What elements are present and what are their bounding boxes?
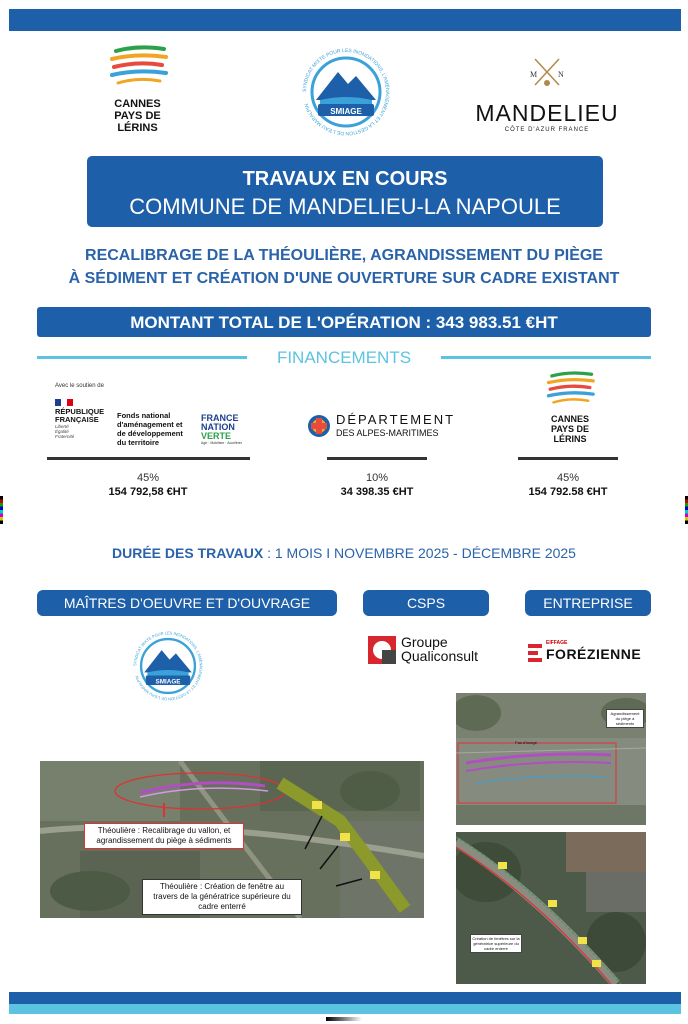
mandelieu-letter-n: N [558, 70, 564, 79]
smiage2-name: SMIAGE [155, 678, 181, 686]
dept-value: 34 398.35 €HT [340, 486, 414, 498]
forezienne-logo [528, 640, 648, 666]
state-funding-logo [55, 383, 250, 453]
fnv-line3: VERTE [201, 431, 232, 441]
fonds-line4: du territoire [117, 438, 160, 447]
subtitle-line1: RECALIBRAGE DE LA THÉOULIÈRE, AGRANDISSEMENT DU PIÈGE [85, 247, 603, 264]
duree-travaux [30, 545, 658, 561]
republique-line1: RÉPUBLIQUE [55, 407, 105, 416]
print-grey-scale [326, 1017, 362, 1021]
state-underline [47, 457, 250, 460]
financements-divider-left [37, 356, 247, 359]
mandelieu-letter-m: M [530, 70, 538, 79]
smiage-ring-text: SYNDICAT MIXTE POUR LES INONDATIONS, L'AMÉNAGEMENT ET LA GESTION DE L'EAU MARALPIN [301, 47, 391, 137]
csps-pill: CSPS [363, 590, 489, 616]
forez-name: FORÉZIENNE [546, 646, 642, 662]
french-flag-icon [55, 399, 73, 406]
dept-line1: DÉPARTEMENT [336, 412, 456, 427]
top-banner-bar [9, 9, 681, 31]
qualiconsult-logo [368, 634, 488, 666]
fonds-line3: de développement [117, 429, 183, 438]
waves-icon [108, 45, 168, 91]
top-map-small-label: Pas d'image [515, 740, 537, 745]
entreprise-pill: ENTREPRISE [525, 590, 651, 616]
duree-value: : 1 MOIS I NOVEMBRE 2025 - DÉCEMBRE 2025 [263, 545, 576, 561]
callout-recalibrage: Théoulière : Recalibrage du vallon, et agrandissement du piège à sédiments [84, 823, 244, 849]
fonds-line2: d'aménagement et [117, 420, 183, 429]
financements-title: FINANCEMENTS [276, 348, 412, 367]
cannes2-line1: CANNES [550, 414, 589, 424]
france-nation-verte-logo [201, 414, 251, 445]
smiage-logo [298, 44, 394, 140]
cannes-line3: LÉRINS [117, 122, 158, 134]
cannes-line1: CANNES [114, 98, 161, 110]
maitres-pill: MAÎTRES D'OEUVRE ET D'OUVRAGE [37, 590, 337, 616]
soutien-text: Avec le soutien de [55, 383, 104, 389]
bottom-map-label: Création de fenêtres sur la génératrice supérieure du cadre enterré [470, 934, 522, 953]
bottom-banner-bar-light [9, 1004, 681, 1014]
aerial-map-top-right [456, 693, 646, 825]
dept-underline [327, 457, 427, 460]
dept-line2: DES ALPES-MARITIMES [336, 428, 439, 438]
fnv-line1: FRANCE [201, 413, 239, 423]
cannes2-line3: LÉRINS [553, 434, 587, 444]
qualiconsult-emblem-icon [368, 636, 396, 664]
title-line1: TRAVAUX EN COURS [242, 168, 448, 190]
cannes-value: 154 792.58 €HT [528, 486, 608, 498]
cannes-line2: PAYS DE [114, 110, 161, 122]
aerial-map-bottom-right [456, 832, 646, 984]
financements-divider-right [441, 356, 651, 359]
aerial-map-main [40, 761, 424, 918]
motto-egalite: Égalité [55, 429, 69, 434]
title-line2: COMMUNE DE MANDELIEU-LA NAPOULE [129, 194, 561, 219]
duree-label: DURÉE DES TRAVAUX [112, 545, 264, 561]
state-value: 154 792,58 €HT [108, 486, 188, 498]
callout-fenetre: Théoulière : Création de fenêtre au travers de la génératrice supérieure du cadre enterré [142, 879, 302, 915]
mandelieu-logo [472, 55, 622, 133]
total-amount-box: MONTANT TOTAL DE L'OPÉRATION : 343 983.51 €HT [37, 307, 651, 337]
bottom-banner-bar [9, 992, 681, 1004]
smiage2-ring-text: SYNDICAT MIXTE POUR LES INONDATIONS, L'AMÉNAGEMENT ET LA GESTION DE L'EAU MARALPIN [132, 630, 204, 702]
motto-liberte: Liberté [55, 424, 69, 429]
waves-icon [545, 371, 595, 409]
mandelieu-name: MANDELIEU [475, 100, 619, 126]
project-subtitle [30, 244, 658, 290]
fnv-line2: NATION [201, 422, 235, 432]
cannes2-line2: PAYS DE [550, 424, 590, 434]
smiage-logo-small [130, 628, 206, 704]
dept-percent: 10% [365, 472, 389, 484]
subtitle-line2: À SÉDIMENT ET CRÉATION D'UNE OUVERTURE SUR CADRE EXISTANT [68, 270, 620, 287]
cannes-underline [518, 457, 618, 460]
cannes-percent: 45% [556, 472, 580, 484]
top-map-label: Agrandissement du piège à sédiments [606, 709, 644, 728]
qualiconsult-line2: Qualiconsult [401, 648, 479, 664]
cannes-funding-logo [538, 371, 602, 451]
eiffage-emblem-icon [528, 644, 542, 662]
republique-line2: FRANÇAISE [55, 415, 99, 424]
motto-fraternite: Fraternité [55, 434, 75, 439]
print-color-marks-left [0, 496, 3, 524]
cannes-pays-de-lerins-logo [100, 45, 175, 145]
fonds-line1: Fonds national [117, 411, 171, 420]
mandelieu-sub: CÔTE D'AZUR FRANCE [504, 127, 590, 133]
forez-small-text: EIFFAGE [546, 640, 568, 646]
departement-emblem-icon [307, 414, 331, 438]
mandelieu-emblem-icon [527, 55, 567, 93]
departement-logo [307, 412, 457, 442]
smiage-name: SMIAGE [330, 107, 362, 116]
fnv-sub: Agir · Mobiliser · Accélérer [201, 441, 243, 445]
state-percent: 45% [136, 472, 160, 484]
qualiconsult-line1: Groupe [401, 634, 448, 650]
title-box [87, 156, 603, 227]
